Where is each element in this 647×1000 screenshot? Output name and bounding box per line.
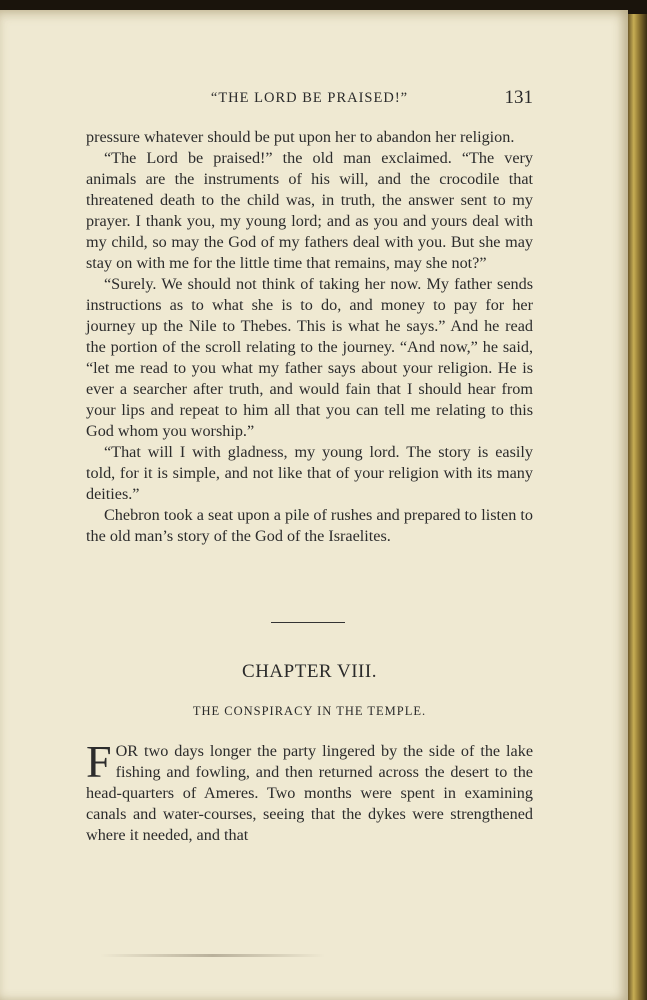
opening-text: two days longer the party lingered by the side of the lake fishing and fowling, and then returned across the desert to the head-quarters of Ameres. Two months were spent in examining canals and water-courses, seeing that the dykes were strengthened where it needed, and that — [86, 742, 533, 844]
page-number: 131 — [504, 87, 533, 108]
body-text — [86, 127, 533, 547]
page-smudge — [100, 954, 325, 957]
book-page — [0, 10, 628, 1000]
paragraph: Chebron took a seat upon a pile of rushes and prepared to listen to the old man’s story of the God of the Israelites. — [86, 506, 533, 545]
chapter-title: CHAPTER VIII. — [242, 661, 377, 682]
paragraph: “That will I with gladness, my young lord. The story is easily told, for it is simple, and not like that of your religion with its many deities.” — [86, 443, 533, 503]
page-header — [86, 87, 533, 116]
page-edge — [628, 14, 647, 1000]
section-divider — [271, 622, 345, 623]
paragraph: “Surely. We should not think of taking her now. My father sends instructions as to what she is to do, and money to pay for her journey up the Nile to Thebes. This is what he says.” And he read the portion of the scroll relating to the journey. “And now,” he said, “let me read to you what my father says about your religion. He is ever a searcher after truth, and would fain that I should hear from your lips and repeat to him all that you can tell me relating to this God whom you worship.” — [86, 275, 533, 440]
paragraph: pressure whatever should be put upon her to abandon her religion. — [86, 128, 515, 146]
opening-small-caps: OR — [115, 742, 139, 760]
chapter-opening-paragraph — [86, 736, 533, 846]
chapter-subtitle: THE CONSPIRACY IN THE TEMPLE. — [192, 704, 427, 718]
paragraph: “The Lord be praised!” the old man exclaimed. “The very animals are the instruments of his will, and the crocodile that threatened death to the child was, in truth, the answer sent to my prayer. I thank you, my young lord; and as you and yours deal with my child, so may the God of my fathers deal with you. But she may stay on with me for the little time that remains, may she not?” — [86, 149, 533, 272]
running-head: “THE LORD BE PRAISED!” — [210, 90, 409, 106]
drop-cap: F — [86, 736, 112, 787]
